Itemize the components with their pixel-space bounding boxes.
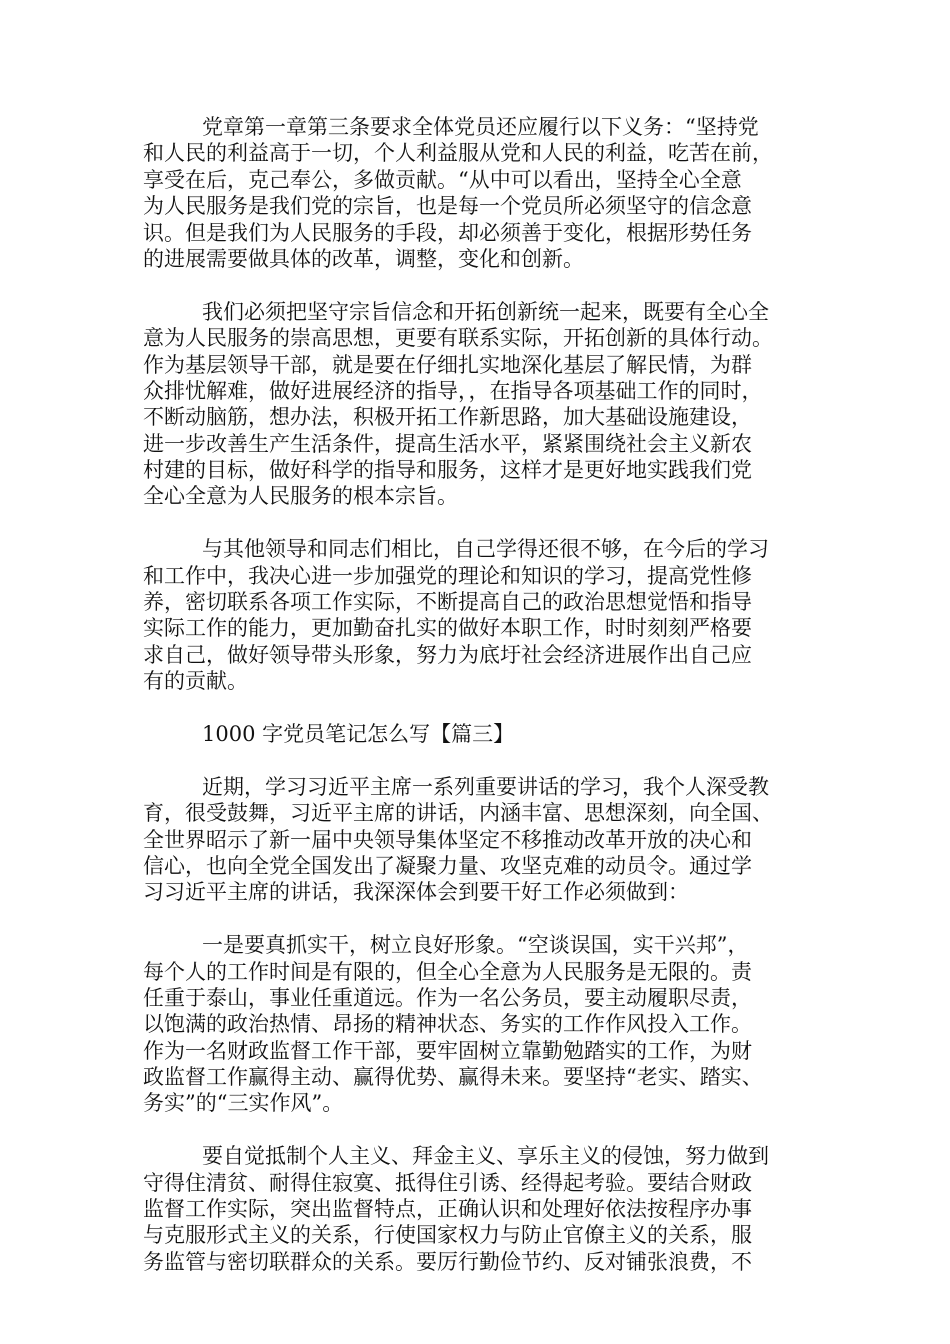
paragraph-gap: [143, 510, 823, 536]
text-line: 与其他领导和同志们相比，自己学得还很不够，在今后的学习: [202, 537, 769, 562]
text-line: 的进展需要做具体的改革，调整，变化和创新。: [143, 246, 584, 271]
text-line: 务实”的“三实作风”。: [143, 1091, 344, 1116]
text-line: 实际工作的能力，更加勤奋扎实的做好本职工作，时时刻刻严格要: [143, 616, 752, 641]
text-line: 意为人民服务的崇高思想，更要有联系实际，开拓创新的具体行动。: [143, 326, 773, 351]
text-line: 和工作中，我决心进一步加强党的理论和知识的学习，提高党性修: [143, 563, 752, 588]
text-line: 享受在后，克己奉公，多做贡献。“从中可以看出，坚持全心全意: [143, 167, 742, 192]
text-line: 1000 字党员笔记怎么写【篇三】: [202, 721, 515, 746]
paragraph: [143, 114, 823, 272]
text-line: 要自觉抵制个人主义、拜金主义、享乐主义的侵蚀，努力做到: [202, 1144, 769, 1169]
text-line: 守得住清贫、耐得住寂寞、抵得住引诱、经得起考验。要结合财政: [143, 1170, 752, 1195]
text-line: 一是要真抓实干，树立良好形象。“空谈误国，实干兴邦”，: [202, 933, 749, 958]
text-line: 与克服形式主义的关系，行使国家权力与防止官僚主义的关系，服: [143, 1223, 752, 1248]
paragraph-gap: [143, 1117, 823, 1143]
text-line: 作为一名财政监督工作干部，要牢固树立靠勤勉踏实的工作，为财: [143, 1038, 752, 1063]
text-line: 不断动脑筋，想办法，积极开拓工作新思路，加大基础设施建设，: [143, 405, 752, 430]
section-heading: [143, 721, 823, 747]
paragraph-gap: [143, 272, 823, 298]
paragraph-gap: [143, 906, 823, 932]
text-line: 养，密切联系各项工作实际，不断提高自己的政治思想觉悟和指导: [143, 590, 752, 615]
text-line: 众排忧解难，做好进展经济的指导，，在指导各项基础工作的同时，: [143, 378, 763, 403]
text-line: 求自己，做好领导带头形象，努力为底圩社会经济进展作出自己应: [143, 642, 752, 667]
text-line: 党章第一章第三条要求全体党员还应履行以下义务：“坚持党: [202, 115, 759, 139]
text-line: 有的贡献。: [143, 669, 248, 694]
text-line: 识。但是我们为人民服务的手段，却必须善于变化，根据形势任务: [143, 220, 752, 245]
text-line: 习习近平主席的讲话，我深深体会到要干好工作必须做到：: [143, 880, 689, 905]
text-line: 进一步改善生产生活条件，提高生活水平，紧紧围绕社会主义新农: [143, 431, 752, 456]
paragraph: [143, 299, 823, 510]
paragraph: [143, 932, 823, 1117]
text-line: 村建的目标，做好科学的指导和服务，这样才是更好地实践我们党: [143, 458, 752, 483]
paragraph-gap: [143, 695, 823, 721]
text-line: 近期，学习习近平主席一系列重要讲话的学习，我个人深受教: [202, 774, 769, 799]
paragraph: [143, 1143, 823, 1275]
paragraph: [143, 774, 823, 906]
paragraph: [143, 536, 823, 694]
text-line: 每个人的工作时间是有限的，但全心全意为人民服务是无限的。责: [143, 959, 752, 984]
text-line: 务监管与密切联群众的关系。要厉行勤俭节约、反对铺张浪费，不: [143, 1249, 752, 1274]
text-line: 我们必须把坚守宗旨信念和开拓创新统一起来，既要有全心全: [202, 299, 769, 324]
text-line: 任重于泰山，事业任重道远。作为一名公务员，要主动履职尽责，: [143, 985, 752, 1010]
document-body: [143, 114, 823, 1275]
text-line: 育，很受鼓舞，习近平主席的讲话，内涵丰富、思想深刻，向全国、: [143, 801, 773, 826]
text-line: 为人民服务是我们党的宗旨，也是每一个党员所必须坚守的信念意: [143, 194, 752, 219]
text-line: 监督工作实际，突出监督特点，正确认识和处理好依法按程序办事: [143, 1197, 752, 1222]
paragraph-gap: [143, 747, 823, 773]
text-line: 政监督工作赢得主动、赢得优势、赢得未来。要坚持“老实、踏实、: [143, 1065, 763, 1090]
text-line: 和人民的利益高于一切，个人利益服从党和人民的利益，吃苦在前，: [143, 141, 773, 166]
text-line: 作为基层领导干部，就是要在仔细扎实地深化基层了解民情，为群: [143, 352, 752, 377]
text-line: 全心全意为人民服务的根本宗旨。: [143, 484, 458, 509]
text-line: 以饱满的政治热情、昂扬的精神状态、务实的工作作风投入工作。: [143, 1012, 752, 1037]
text-line: 全世界昭示了新一届中央领导集体坚定不移推动改革开放的决心和: [143, 827, 752, 852]
text-line: 信心，也向全党全国发出了凝聚力量、攻坚克难的动员令。通过学: [143, 853, 752, 878]
